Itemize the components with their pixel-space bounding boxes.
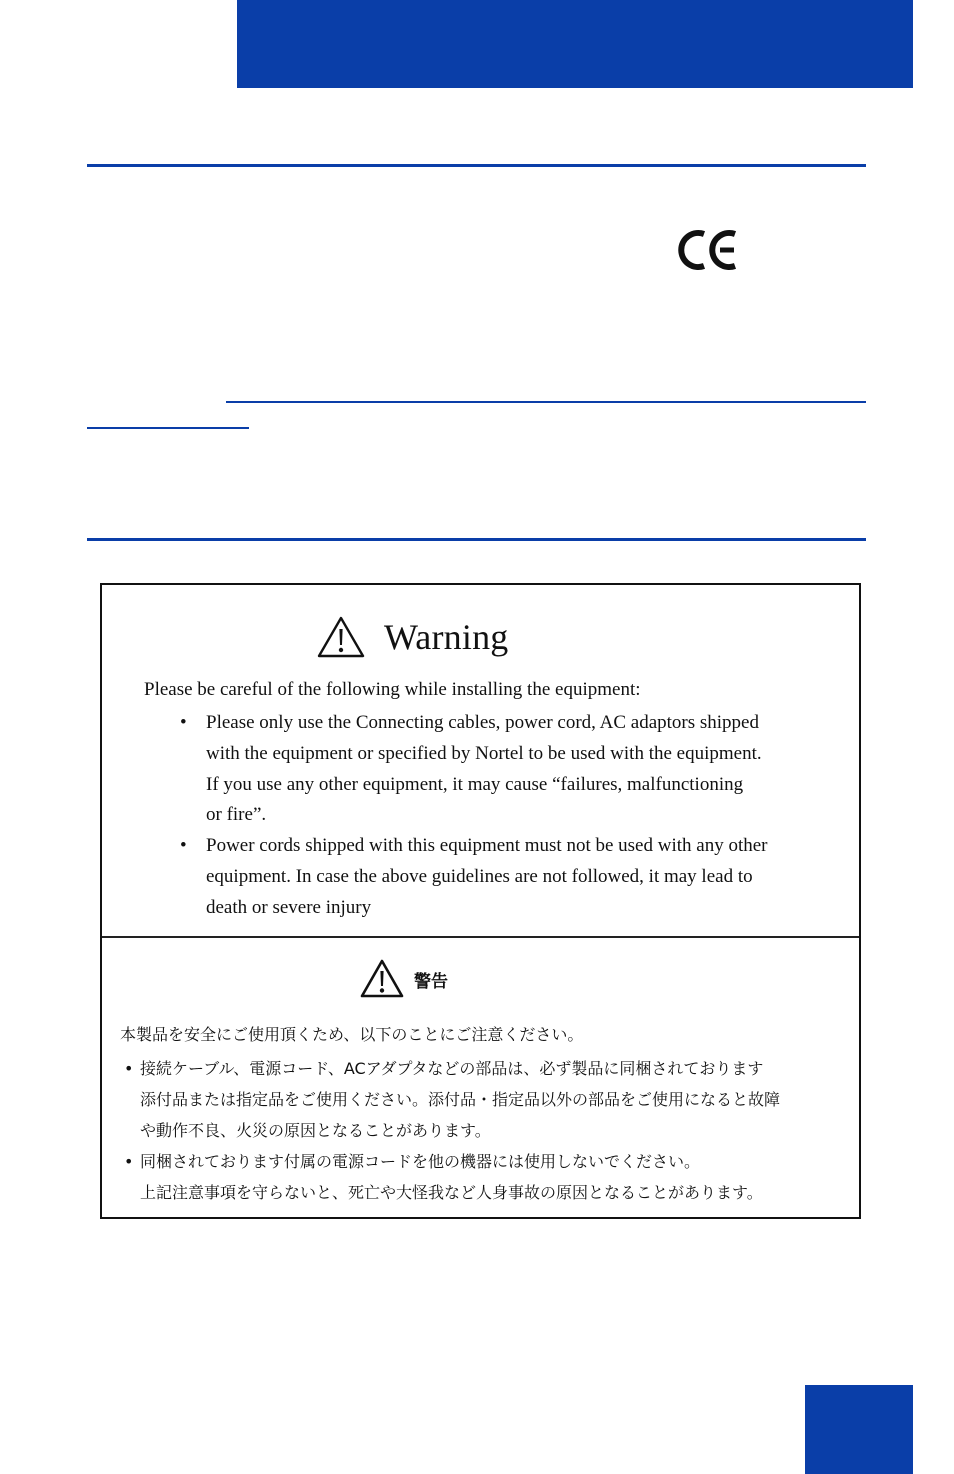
list-item-line: Please only use the Connecting cables, power cord, AC adaptors shipped [206, 712, 759, 733]
list-item-line: death or severe injury [206, 896, 372, 918]
list-item [180, 708, 820, 831]
warning-en-heading [316, 615, 508, 659]
list-item-line: 接続ケーブル、電源コード、ACアダプタなどの部品は、必ず製品に同梱されております [140, 1059, 764, 1078]
list-item-line: や動作不良、火災の原因となることがあります。 [140, 1121, 491, 1140]
warning-en-title: Warning [384, 617, 509, 657]
ce-mark-icon [678, 228, 740, 272]
hyperlink-underline-continued[interactable] [87, 427, 249, 429]
warning-jp-list [124, 1053, 844, 1208]
hyperlink-underline[interactable] [226, 401, 866, 403]
list-item-line: equipment. In case the above guidelines are not followed, it may lead to [206, 865, 753, 887]
list-item-line: If you use any other equipment, it may cause “failures, malfunctioning [206, 773, 744, 795]
list-item-line: with the equipment or specified by Nortel to be used with the equipment. [206, 742, 762, 764]
warning-jp-title: 警告 [414, 971, 448, 992]
section-rule-top [87, 164, 866, 167]
warning-en-list [180, 708, 820, 924]
list-item-line: Power cords shipped with this equipment must not be used with any other [206, 835, 768, 857]
page-number-box [805, 1385, 913, 1474]
warning-notice-box [100, 583, 861, 1219]
list-item-line: or fire”. [206, 804, 267, 826]
section-rule-middle [87, 538, 866, 541]
header-bar [237, 0, 913, 88]
warning-jp-intro: 本製品を安全にご使用頂くため、以下のことにご注意ください。 [120, 1025, 584, 1044]
list-item-line: 同梱されております付属の電源コードを他の機器には使用しないでください。 [140, 1152, 701, 1171]
list-item-line: 上記注意事項を守らないと、死亡や大怪我など人身事故の原因となることがあります。 [140, 1183, 763, 1202]
language-divider [102, 936, 859, 938]
warning-en-intro: Please be careful of the following while installing the equipment: [144, 679, 641, 700]
list-item [124, 1146, 844, 1208]
bullet: • [124, 1152, 134, 1171]
list-item [124, 1053, 844, 1146]
warning-triangle-icon [316, 615, 366, 659]
list-item-line: 添付品または指定品をご使用ください。添付品・指定品以外の部品をご使用になると故障 [140, 1090, 781, 1109]
warning-jp-heading [360, 959, 448, 999]
bullet: • [180, 835, 187, 857]
bullet: • [180, 712, 187, 733]
warning-triangle-icon [360, 959, 404, 999]
list-item [180, 831, 820, 923]
bullet: • [124, 1059, 134, 1078]
